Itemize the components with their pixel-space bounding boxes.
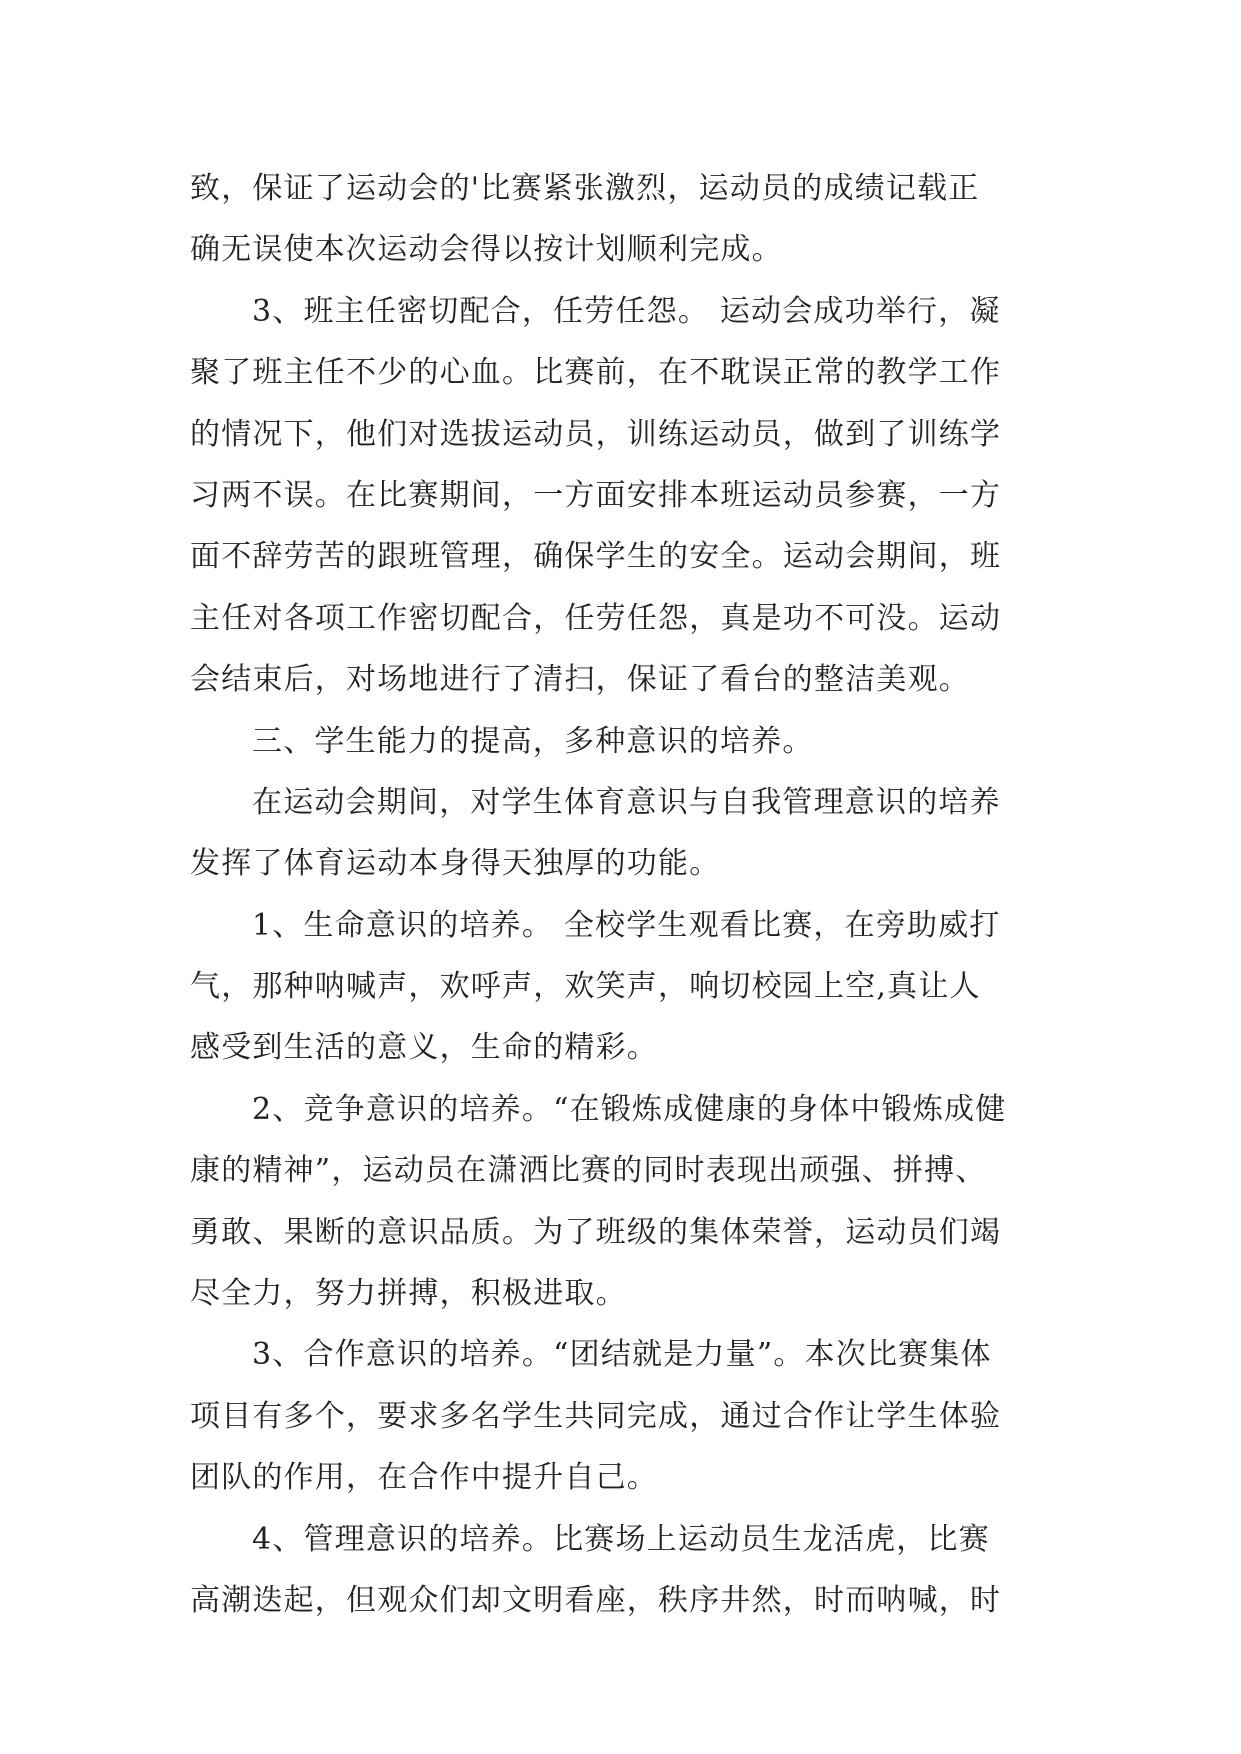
text-line: 气，那种呐喊声，欢呼声，欢笑声，响切校园上空,真让人 [190, 969, 981, 1005]
paragraph-life-awareness [190, 895, 1050, 1079]
text-line: 项目有多个，要求多名学生共同完成，通过合作让学生体验 [190, 1398, 1002, 1434]
text-line: 2、竞争意识的培养。“在锻炼成健康的身体中锻炼成健 [252, 1091, 1007, 1127]
text-line: 面不辞劳苦的跟班管理，确保学生的安全。运动会期间，班 [190, 539, 1002, 575]
text-line: 三、学生能力的提高，多种意识的培养。 [252, 723, 814, 759]
text-line: 3、合作意识的培养。“团结就是力量”。本次比赛集体 [252, 1337, 992, 1373]
section-heading [190, 711, 1050, 772]
text-line: 在运动会期间，对学生体育意识与自我管理意识的培养 [252, 784, 1001, 820]
text-line: 勇敢、果断的意识品质。为了班级的集体荣誉，运动员们竭 [190, 1214, 1002, 1250]
text-line: 感受到生活的意义，生命的精彩。 [190, 1030, 658, 1066]
text-line: 确无误使本次运动会得以按计划顺利完成。 [190, 232, 783, 268]
paragraph-continuation [190, 158, 1050, 281]
paragraph-competition-awareness [190, 1079, 1050, 1325]
text-line: 致，保证了运动会的'比赛紧张激烈，运动员的成绩记载正 [190, 171, 980, 206]
text-line: 习两不误。在比赛期间，一方面安排本班运动员参赛，一方 [190, 477, 1002, 513]
paragraph-management-awareness [190, 1509, 1050, 1632]
paragraph-class-teacher [190, 281, 1050, 711]
text-line: 4、管理意识的培养。比赛场上运动员生龙活虎，比赛 [252, 1521, 990, 1557]
text-line: 尽全力，努力拼搏，积极进取。 [190, 1276, 627, 1312]
text-line: 主任对各项工作密切配合，任劳任怨，真是功不可没。运动 [190, 600, 1002, 636]
text-line: 的情况下，他们对选拔运动员，训练运动员，做到了训练学 [190, 416, 1002, 452]
document-body [190, 158, 1050, 1631]
text-line: 聚了班主任不少的心血。比赛前，在不耽误正常的教学工作 [190, 355, 1002, 391]
text-line: 1、生命意识的培养。 全校学生观看比赛，在旁助威打 [252, 907, 1001, 943]
paragraph-cooperation-awareness [190, 1324, 1050, 1508]
text-line: 发挥了体育运动本身得天独厚的功能。 [190, 846, 721, 882]
text-line: 康的精神”，运动员在潇洒比赛的同时表现出顽强、拼搏、 [190, 1153, 987, 1189]
text-line: 3、班主任密切配合，任劳任怨。 运动会成功举行，凝 [252, 293, 1001, 329]
text-line: 团队的作用，在合作中提升自己。 [190, 1460, 658, 1496]
text-line: 会结束后，对场地进行了清扫，保证了看台的整洁美观。 [190, 662, 970, 698]
paragraph-intro [190, 772, 1050, 895]
text-line: 高潮迭起，但观众们却文明看座，秩序井然，时而呐喊，时 [190, 1582, 1002, 1618]
